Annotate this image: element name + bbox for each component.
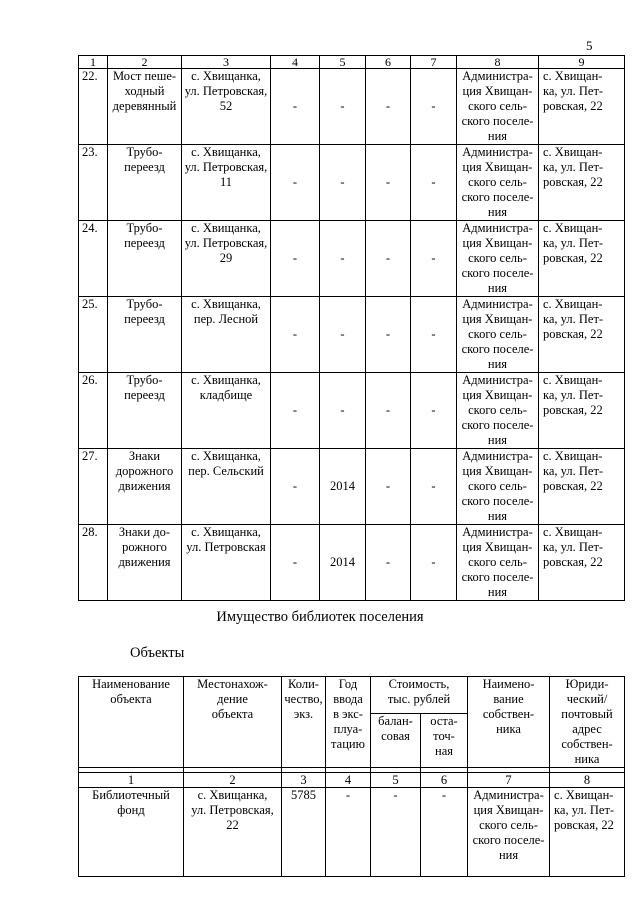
column-number: 3 [182,56,271,69]
header-address: Юриди- ческий/ почтовый адрес собствен- ника [550,677,625,768]
owner-name: Администра- ция Хвищан- ского сель- ского поселе- ния [457,525,539,601]
column-numbers-row [79,773,625,788]
owner-address: с. Хвищан- ка, ул. Пет- ровская, 22 [539,525,625,601]
header-cost: Стоимость, тыс. рублей [371,677,468,714]
column-number: 2 [184,773,282,788]
column-number: 4 [326,773,371,788]
residual-cost: - [421,788,468,877]
header-location: Местонахож- дение объекта [184,677,282,768]
owner-name: Администра- ция Хвищан- ского сель- ского поселе- ния [457,449,539,525]
column-6-value: - [366,221,411,297]
column-5-value: - [320,373,366,449]
section-title: Имущество библиотек поселения [216,609,424,625]
balance-cost: - [371,788,421,877]
column-7-value: - [411,221,457,297]
object-location: с. Хвищанка, пер. Лесной [182,297,271,373]
table-row [79,297,625,373]
owner-address: с. Хвищан- ка, ул. Пет- ровская, 22 [539,221,625,297]
table-row [79,145,625,221]
column-number: 5 [371,773,421,788]
object-quantity: 5785 [282,788,326,877]
header-name: Наименование объекта [79,677,184,768]
table-row [79,525,625,601]
column-number: 1 [79,773,184,788]
column-7-value: - [411,449,457,525]
column-4-value: - [271,525,320,601]
object-location: с. Хвищанка, ул. Петровская, 29 [182,221,271,297]
owner-address: с. Хвищан- ка, ул. Пет- ровская, 22 [539,449,625,525]
owner-address: с. Хвищан- ка, ул. Пет- ровская, 22 [539,373,625,449]
column-number: 8 [457,56,539,69]
table-row [79,69,625,145]
commissioning-year: - [326,788,371,877]
column-number: 8 [550,773,625,788]
table-row [79,221,625,297]
header-cost-balance: балан- совая [371,713,421,767]
object-name: Знаки дорожного движения [108,449,182,525]
column-5-value: - [320,145,366,221]
owner-name: Администра- ция Хвищан- ского сель- ского поселе- ния [468,788,550,877]
column-4-value: - [271,221,320,297]
row-number: 28. [79,525,108,601]
object-name: Знаки до- рожного движения [108,525,182,601]
owner-name: Администра- ция Хвищан- ского сель- ского поселе- ния [457,145,539,221]
owner-name: Администра- ция Хвищан- ского сель- ского поселе- ния [457,69,539,145]
column-number: 4 [271,56,320,69]
column-number: 9 [539,56,625,69]
column-number: 7 [468,773,550,788]
column-5-value: 2014 [320,449,366,525]
column-6-value: - [366,449,411,525]
column-4-value: - [271,69,320,145]
object-name: Мост пеше- ходный деревянный [108,69,182,145]
column-number: 5 [320,56,366,69]
library-property-table [78,676,625,877]
column-number: 3 [282,773,326,788]
column-7-value: - [411,69,457,145]
column-number: 7 [411,56,457,69]
column-5-value: - [320,221,366,297]
object-name: Трубо- переезд [108,221,182,297]
row-number: 25. [79,297,108,373]
object-name: Трубо- переезд [108,145,182,221]
object-location: с. Хвищанка, кладбище [182,373,271,449]
owner-address: с. Хвищан- ка, ул. Пет- ровская, 22 [539,145,625,221]
object-name: Трубо- переезд [108,373,182,449]
column-6-value: - [366,145,411,221]
infrastructure-table [78,55,625,601]
column-4-value: - [271,297,320,373]
column-number: 6 [366,56,411,69]
column-7-value: - [411,373,457,449]
object-name: Библиотечный фонд [79,788,184,877]
owner-name: Администра- ция Хвищан- ского сель- ского поселе- ния [457,221,539,297]
table-row [79,788,625,877]
header-owner: Наимено- вание собствен- ника [468,677,550,768]
row-number: 26. [79,373,108,449]
column-7-value: - [411,525,457,601]
owner-name: Администра- ция Хвищан- ского сель- ского поселе- ния [457,297,539,373]
column-4-value: - [271,145,320,221]
owner-name: Администра- ция Хвищан- ского сель- ского поселе- ния [457,373,539,449]
header-cost-residual: оста- точ- ная [421,713,468,767]
column-5-value: 2014 [320,525,366,601]
row-number: 23. [79,145,108,221]
column-4-value: - [271,449,320,525]
owner-address: с. Хвищан- ка, ул. Пет- ровская, 22 [539,69,625,145]
column-6-value: - [366,69,411,145]
column-5-value: - [320,297,366,373]
object-location: с. Хвищанка, ул. Петровская [182,525,271,601]
object-location: с. Хвищанка, ул. Петровская, 11 [182,145,271,221]
object-location: с. Хвищанка, ул. Петровская, 22 [184,788,282,877]
column-6-value: - [366,297,411,373]
subsection-title: Объекты [130,645,185,661]
page-number: 5 [586,38,593,53]
column-7-value: - [411,297,457,373]
column-number: 6 [421,773,468,788]
column-6-value: - [366,525,411,601]
header-quantity: Коли- чество, экз. [282,677,326,768]
owner-address: с. Хвищан- ка, ул. Пет- ровская, 22 [550,788,625,877]
row-number: 27. [79,449,108,525]
column-5-value: - [320,69,366,145]
table-row [79,449,625,525]
column-7-value: - [411,145,457,221]
owner-address: с. Хвищан- ка, ул. Пет- ровская, 22 [539,297,625,373]
object-location: с. Хвищанка, пер. Сельский [182,449,271,525]
column-4-value: - [271,373,320,449]
table-header-row [79,677,625,714]
column-6-value: - [366,373,411,449]
row-number: 24. [79,221,108,297]
column-number: 1 [79,56,108,69]
object-name: Трубо- переезд [108,297,182,373]
table-header-row [79,56,625,69]
object-location: с. Хвищанка, ул. Петровская, 52 [182,69,271,145]
header-year: Год ввода в экс- плуа- тацию [326,677,371,768]
row-number: 22. [79,69,108,145]
table-row [79,373,625,449]
column-number: 2 [108,56,182,69]
